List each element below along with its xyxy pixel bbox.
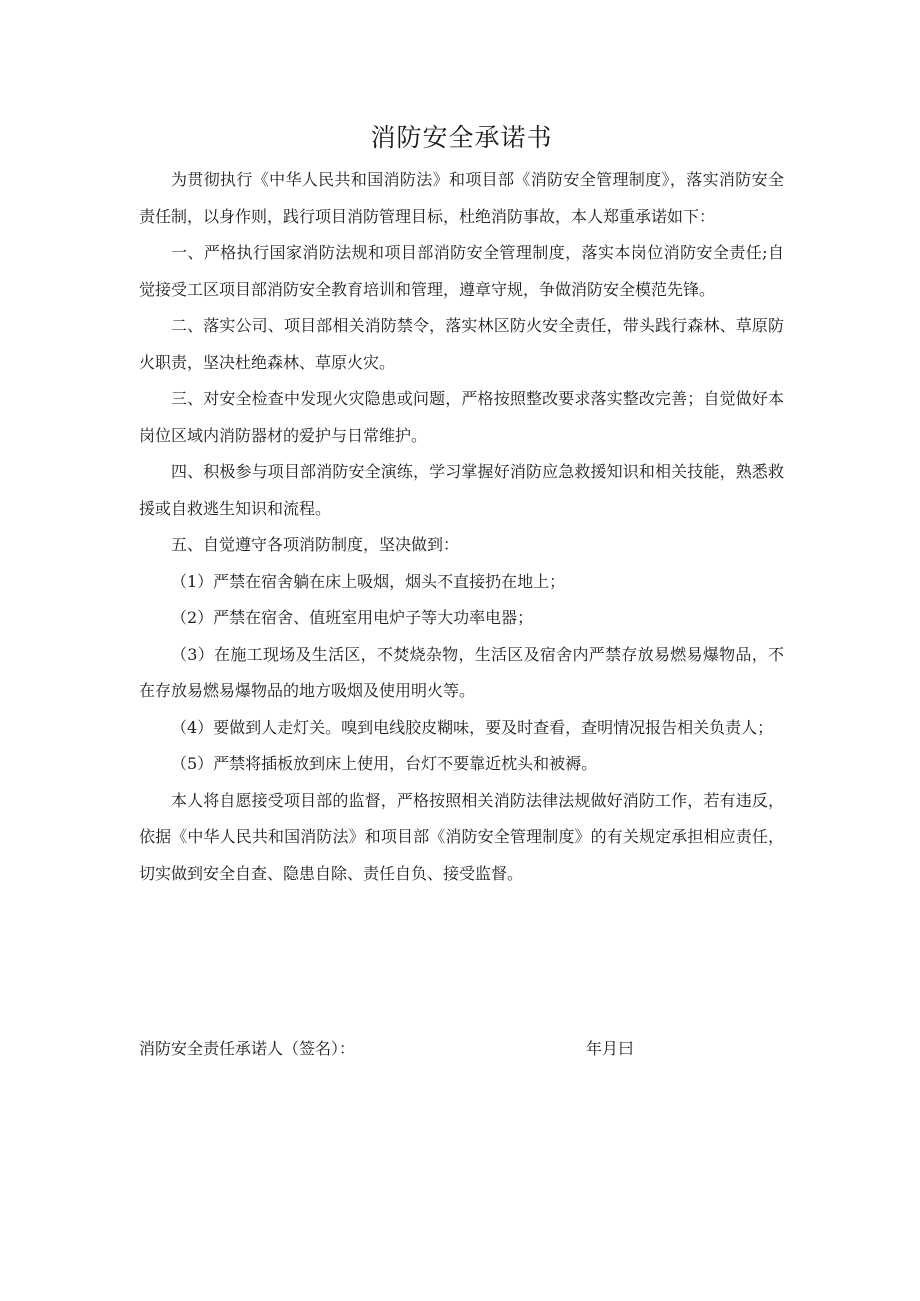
document-title: 消防安全承诺书 [370,123,553,152]
commitment-item-3: 三、对安全检查中发现火灾隐患或问题，严格按照整改要求落实整改完善；自觉做好本岗位区域内消防器材的爱护与日常维护。 [139,389,784,445]
rule-item-2: （2）严禁在宿舍、值班室用电炉子等大功率电器； [171,608,534,627]
signature-label: 消防安全责任承诺人（签名）： [139,1039,356,1058]
intro-paragraph: 为贯彻执行《中华人民共和国消防法》和项目部《消防安全管理制度》，落实消防安全责任制，以身作则，践行项目消防管理目标，杜绝消防事故，本人郑重承诺如下： [139,170,784,226]
commitment-item-1: 一、严格执行国家消防法规和项目部消防安全管理制度，落实本岗位消防安全责任;自觉接受工区项目部消防安全教育培训和管理，遵章守规，争做消防安全模范先锋。 [139,243,784,299]
document-body [139,162,784,892]
rule-item-4: （4）要做到人走灯关。嗅到电线胶皮糊味，要及时查看，查明情况报告相关负责人； [171,717,774,737]
closing-paragraph: 本人将自愿接受项目部的监督，严格按照相关消防法律法规做好消防工作，若有违反，依据《中华人民共和国消防法》和项目部《消防安全管理制度》的有关规定承担相应责任，切实做到安全自查、隐患自除、责任自负、接受监督。 [139,790,784,883]
commitment-item-2: 二、落实公司、项目部相关消防禁令，落实林区防火安全责任，带头践行森林、草原防火职责，坚决杜绝森林、草原火灾。 [139,316,784,372]
date-label: 年月曰 [586,1039,635,1058]
rule-item-5: （5）严禁将插板放到床上使用，台灯不要靠近枕头和被褥。 [171,754,598,773]
commitment-item-5: 五、自觉遵守各项消防制度，坚决做到： [171,535,460,554]
commitment-item-4: 四、积极参与项目部消防安全演练，学习掌握好消防应急救援知识和相关技能，熟悉救援或自救逃生知识和流程。 [139,462,784,518]
rule-item-1: （1）严禁在宿舍躺在床上吸烟，烟头不直接扔在地上； [171,571,566,591]
rule-item-3: （3）在施工现场及生活区，不焚烧杂物，生活区及宿舍内严禁存放易燃易爆物品，不在存放易燃易爆物品的地方吸烟及使用明火等。 [139,644,784,700]
